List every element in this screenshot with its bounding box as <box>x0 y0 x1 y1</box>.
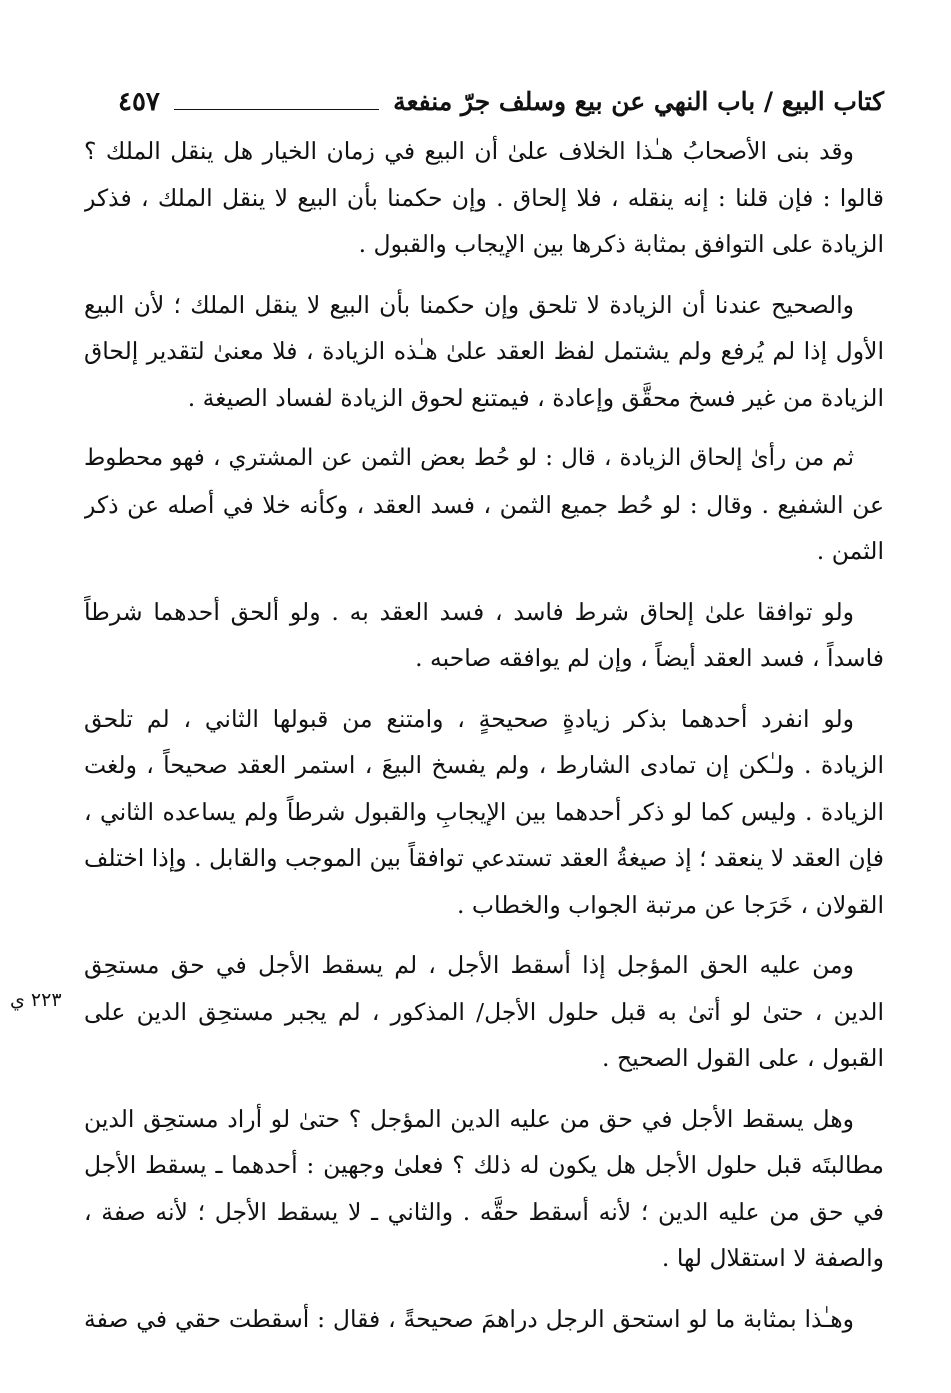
text-line: فإن العقد لا ينعقد ؛ إذ صيغةُ العقد تستدعي توافقاً بين الموجب والقابل . وإذا اختلف <box>84 844 884 872</box>
page-number: ٤٥٧ <box>118 87 160 117</box>
text-line: وهل يسقط الأجل في حق من عليه الدين المؤجل ؟ حتىٰ لو أراد مستحِق الدين <box>84 1104 854 1133</box>
body-text <box>84 128 884 1356</box>
paragraph <box>84 589 884 682</box>
text-line: ومن عليه الحق المؤجل إذا أسقط الأجل ، لم يسقط الأجل في حق مستحِق <box>84 951 854 979</box>
text-line: مطالبتَه قبل حلول الأجل هل يكون له ذلك ؟ فعلىٰ وجهين : أحدهما ـ يسقط الأجل <box>84 1151 884 1179</box>
text-line: عن الشفيع . وقال : لو حُط جميع الثمن ، فسد العقد ، وكأنه خلا في أصله عن ذكر <box>84 490 884 519</box>
text-line: في حق من عليه الدين ؛ لأنه أسقط حقَّه . والثاني ـ لا يسقط الأجل ؛ لأنه صفة ، <box>84 1197 884 1226</box>
text-line: والصفة لا استقلال لها . <box>661 1244 884 1272</box>
text-line: الزيادة على التوافق بمثابة ذكرها بين الإيجاب والقبول . <box>358 230 884 258</box>
text-line: ولو انفرد أحدهما بذكر زيادةٍ صحيحةٍ ، وامتنع من قبولها الثاني ، لم تلحق <box>84 704 854 733</box>
text-line: الدين ، حتىٰ لو أتىٰ به قبل حلول الأجل/ المذكور ، لم يجبر مستحِق الدين على <box>84 997 884 1026</box>
text-line: فاسداً ، فسد العقد أيضاً ، وإن لم يوافقه صاحبه . <box>415 644 884 672</box>
running-header <box>118 78 884 122</box>
paragraph <box>84 282 884 422</box>
text-line: الأول إذا لم يُرفع ولم يشتمل لفظ العقد علىٰ هـٰذه الزيادة ، فلا معنىٰ لتقدير إلحاق <box>84 337 884 365</box>
text-line: الزيادة من غير فسخ محقَّق وإعادة ، فيمتنع لحوق الزيادة لفساد الصيغة . <box>187 383 884 412</box>
text-line: ثم من رأىٰ إلحاق الزيادة ، قال : لو حُط بعض الثمن عن المشتري ، فهو محطوط <box>84 445 854 471</box>
text-line: الزيادة . ولـٰكن إن تمادى الشارط ، ولم يفسخ البيعَ ، استمر العقد صحيحاً ، ولغت <box>84 751 884 779</box>
text-line: الثمن . <box>816 537 884 565</box>
text-line: الزيادة . وليس كما لو ذكر أحدهما بين الإيجابِ والقبول شرطاً ولم يساعده الثاني ، <box>84 797 884 826</box>
chapter-title: كتاب البيع / باب النهي عن بيع وسلف جرّ منفعة <box>393 87 884 116</box>
text-line: والصحيح عندنا أن الزيادة لا تلحق وإن حكمنا بأن البيع لا ينقل الملك ؛ لأن البيع <box>84 290 854 319</box>
paragraph <box>84 435 884 575</box>
margin-manuscript-folio-note: ٢٢٣ ي <box>10 989 62 1011</box>
paragraph <box>84 696 884 929</box>
text-line: قالوا : فإن قلنا : إنه ينقله ، فلا إلحاق . وإن حكمنا بأن البيع لا ينقل الملك ، فذكر <box>84 183 884 212</box>
paragraph <box>84 942 884 1082</box>
text-line: ولو توافقا علىٰ إلحاق شرط فاسد ، فسد العقد به . ولو ألحق أحدهما شرطاً <box>84 597 854 626</box>
paragraph <box>84 128 884 268</box>
text-line: وهـٰذا بمثابة ما لو استحق الرجل دراهمَ صحيحةً ، فقال : أسقطت حقي في صفة <box>84 1304 854 1333</box>
text-line: القولان ، خَرَجا عن مرتبة الجواب والخطاب . <box>456 890 884 919</box>
paragraph <box>84 1296 884 1343</box>
text-line: وقد بنى الأصحابُ هـٰذا الخلاف علىٰ أن البيع في زمان الخيار هل ينقل الملك ؟ <box>84 137 854 165</box>
header-rule <box>174 109 379 110</box>
text-line: القبول ، على القول الصحيح . <box>602 1044 884 1072</box>
paragraph <box>84 1096 884 1282</box>
